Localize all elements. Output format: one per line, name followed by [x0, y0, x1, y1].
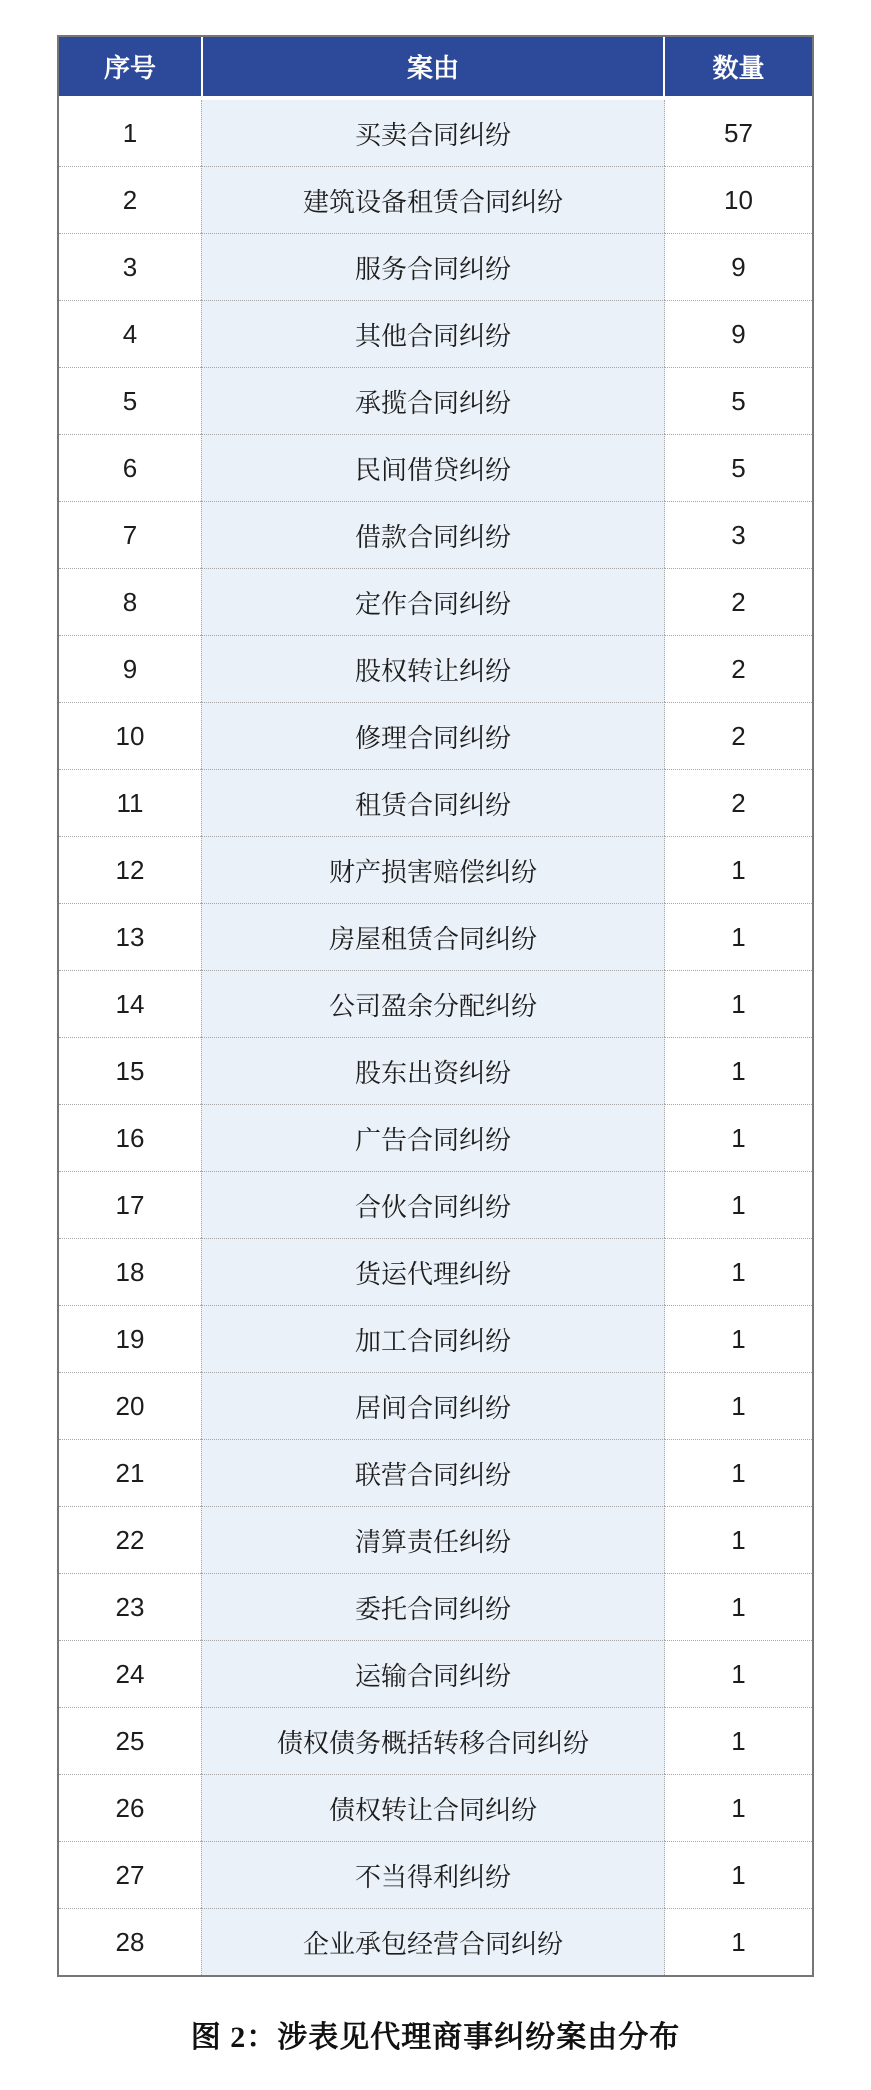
cell-count: 9: [665, 233, 812, 300]
cell-count: 1: [665, 1171, 812, 1238]
cell-cause: 财产损害赔偿纠纷: [201, 836, 665, 903]
table-row: [59, 635, 812, 702]
table-row: [59, 1506, 812, 1573]
cell-count: 5: [665, 434, 812, 501]
table-row: [59, 1372, 812, 1439]
cell-no: 13: [59, 903, 201, 970]
table-row: [59, 1171, 812, 1238]
cell-cause: 建筑设备租赁合同纠纷: [201, 166, 665, 233]
cell-cause: 清算责任纠纷: [201, 1506, 665, 1573]
cell-count: 1: [665, 836, 812, 903]
cell-cause: 货运代理纠纷: [201, 1238, 665, 1305]
cell-count: 2: [665, 568, 812, 635]
table-row: [59, 166, 812, 233]
cell-no: 10: [59, 702, 201, 769]
table-row: [59, 1104, 812, 1171]
cell-cause: 修理合同纠纷: [201, 702, 665, 769]
cell-count: 1: [665, 1640, 812, 1707]
cell-cause: 公司盈余分配纠纷: [201, 970, 665, 1037]
cell-no: 26: [59, 1774, 201, 1841]
cell-no: 23: [59, 1573, 201, 1640]
cell-count: 1: [665, 1707, 812, 1774]
table-row: [59, 1707, 812, 1774]
cell-cause: 定作合同纠纷: [201, 568, 665, 635]
cell-cause: 债权转让合同纠纷: [201, 1774, 665, 1841]
cell-cause: 加工合同纠纷: [201, 1305, 665, 1372]
cell-count: 2: [665, 769, 812, 836]
cell-count: 1: [665, 903, 812, 970]
header-cell-cause: 案由: [201, 37, 665, 100]
cell-no: 19: [59, 1305, 201, 1372]
cell-cause: 债权债务概括转移合同纠纷: [201, 1707, 665, 1774]
cell-no: 18: [59, 1238, 201, 1305]
cell-no: 15: [59, 1037, 201, 1104]
cell-no: 3: [59, 233, 201, 300]
cell-cause: 联营合同纠纷: [201, 1439, 665, 1506]
cell-cause: 服务合同纠纷: [201, 233, 665, 300]
table-row: [59, 1640, 812, 1707]
table-row: [59, 100, 812, 166]
cell-count: 10: [665, 166, 812, 233]
table-row: [59, 702, 812, 769]
cell-no: 8: [59, 568, 201, 635]
cell-no: 1: [59, 100, 201, 166]
cell-count: 1: [665, 1439, 812, 1506]
cell-count: 1: [665, 1305, 812, 1372]
cell-no: 12: [59, 836, 201, 903]
cell-count: 1: [665, 1372, 812, 1439]
cell-cause: 不当得利纠纷: [201, 1841, 665, 1908]
table-row: [59, 1439, 812, 1506]
cell-cause: 股东出资纠纷: [201, 1037, 665, 1104]
table-header: [59, 37, 812, 100]
cell-no: 14: [59, 970, 201, 1037]
table-row: [59, 1037, 812, 1104]
header-cell-count: 数量: [665, 37, 812, 100]
table-row: [59, 501, 812, 568]
cell-no: 2: [59, 166, 201, 233]
cell-cause: 广告合同纠纷: [201, 1104, 665, 1171]
cell-count: 1: [665, 1506, 812, 1573]
cell-no: 6: [59, 434, 201, 501]
table-row: [59, 970, 812, 1037]
table-row: [59, 769, 812, 836]
cell-count: 1: [665, 1573, 812, 1640]
cell-no: 25: [59, 1707, 201, 1774]
table-row: [59, 1573, 812, 1640]
cell-count: 1: [665, 970, 812, 1037]
cell-cause: 居间合同纠纷: [201, 1372, 665, 1439]
cell-cause: 合伙合同纠纷: [201, 1171, 665, 1238]
cell-cause: 租赁合同纠纷: [201, 769, 665, 836]
cell-count: 3: [665, 501, 812, 568]
cell-count: 2: [665, 702, 812, 769]
cell-cause: 买卖合同纠纷: [201, 100, 665, 166]
cell-count: 5: [665, 367, 812, 434]
cell-no: 22: [59, 1506, 201, 1573]
table-row: [59, 836, 812, 903]
cell-no: 21: [59, 1439, 201, 1506]
table-body: [59, 100, 812, 1975]
table-row: [59, 1305, 812, 1372]
table-row: [59, 367, 812, 434]
cell-no: 7: [59, 501, 201, 568]
table-row: [59, 903, 812, 970]
cell-count: 2: [665, 635, 812, 702]
table-row: [59, 1908, 812, 1975]
cell-cause: 借款合同纠纷: [201, 501, 665, 568]
cell-no: 27: [59, 1841, 201, 1908]
cell-count: 1: [665, 1238, 812, 1305]
table-row: [59, 434, 812, 501]
cell-no: 28: [59, 1908, 201, 1975]
cell-cause: 承揽合同纠纷: [201, 367, 665, 434]
cell-cause: 其他合同纠纷: [201, 300, 665, 367]
table-row: [59, 300, 812, 367]
header-row: [59, 37, 812, 100]
cell-no: 4: [59, 300, 201, 367]
cell-cause: 房屋租赁合同纠纷: [201, 903, 665, 970]
table-row: [59, 1774, 812, 1841]
cell-count: 57: [665, 100, 812, 166]
cell-count: 9: [665, 300, 812, 367]
cell-count: 1: [665, 1037, 812, 1104]
cell-count: 1: [665, 1104, 812, 1171]
cell-no: 16: [59, 1104, 201, 1171]
table-row: [59, 1841, 812, 1908]
cell-count: 1: [665, 1908, 812, 1975]
cell-no: 5: [59, 367, 201, 434]
cell-cause: 运输合同纠纷: [201, 1640, 665, 1707]
header-cell-no: 序号: [59, 37, 201, 100]
case-cause-table: [57, 35, 814, 1977]
table-row: [59, 568, 812, 635]
cell-no: 11: [59, 769, 201, 836]
cell-cause: 企业承包经营合同纠纷: [201, 1908, 665, 1975]
cell-count: 1: [665, 1774, 812, 1841]
cell-no: 17: [59, 1171, 201, 1238]
cell-no: 24: [59, 1640, 201, 1707]
cell-cause: 委托合同纠纷: [201, 1573, 665, 1640]
cell-cause: 民间借贷纠纷: [201, 434, 665, 501]
cell-count: 1: [665, 1841, 812, 1908]
table-row: [59, 1238, 812, 1305]
cell-no: 9: [59, 635, 201, 702]
cell-no: 20: [59, 1372, 201, 1439]
cell-cause: 股权转让纠纷: [201, 635, 665, 702]
figure-caption: 图 2：涉表见代理商事纠纷案由分布: [190, 2021, 681, 2054]
table-row: [59, 233, 812, 300]
